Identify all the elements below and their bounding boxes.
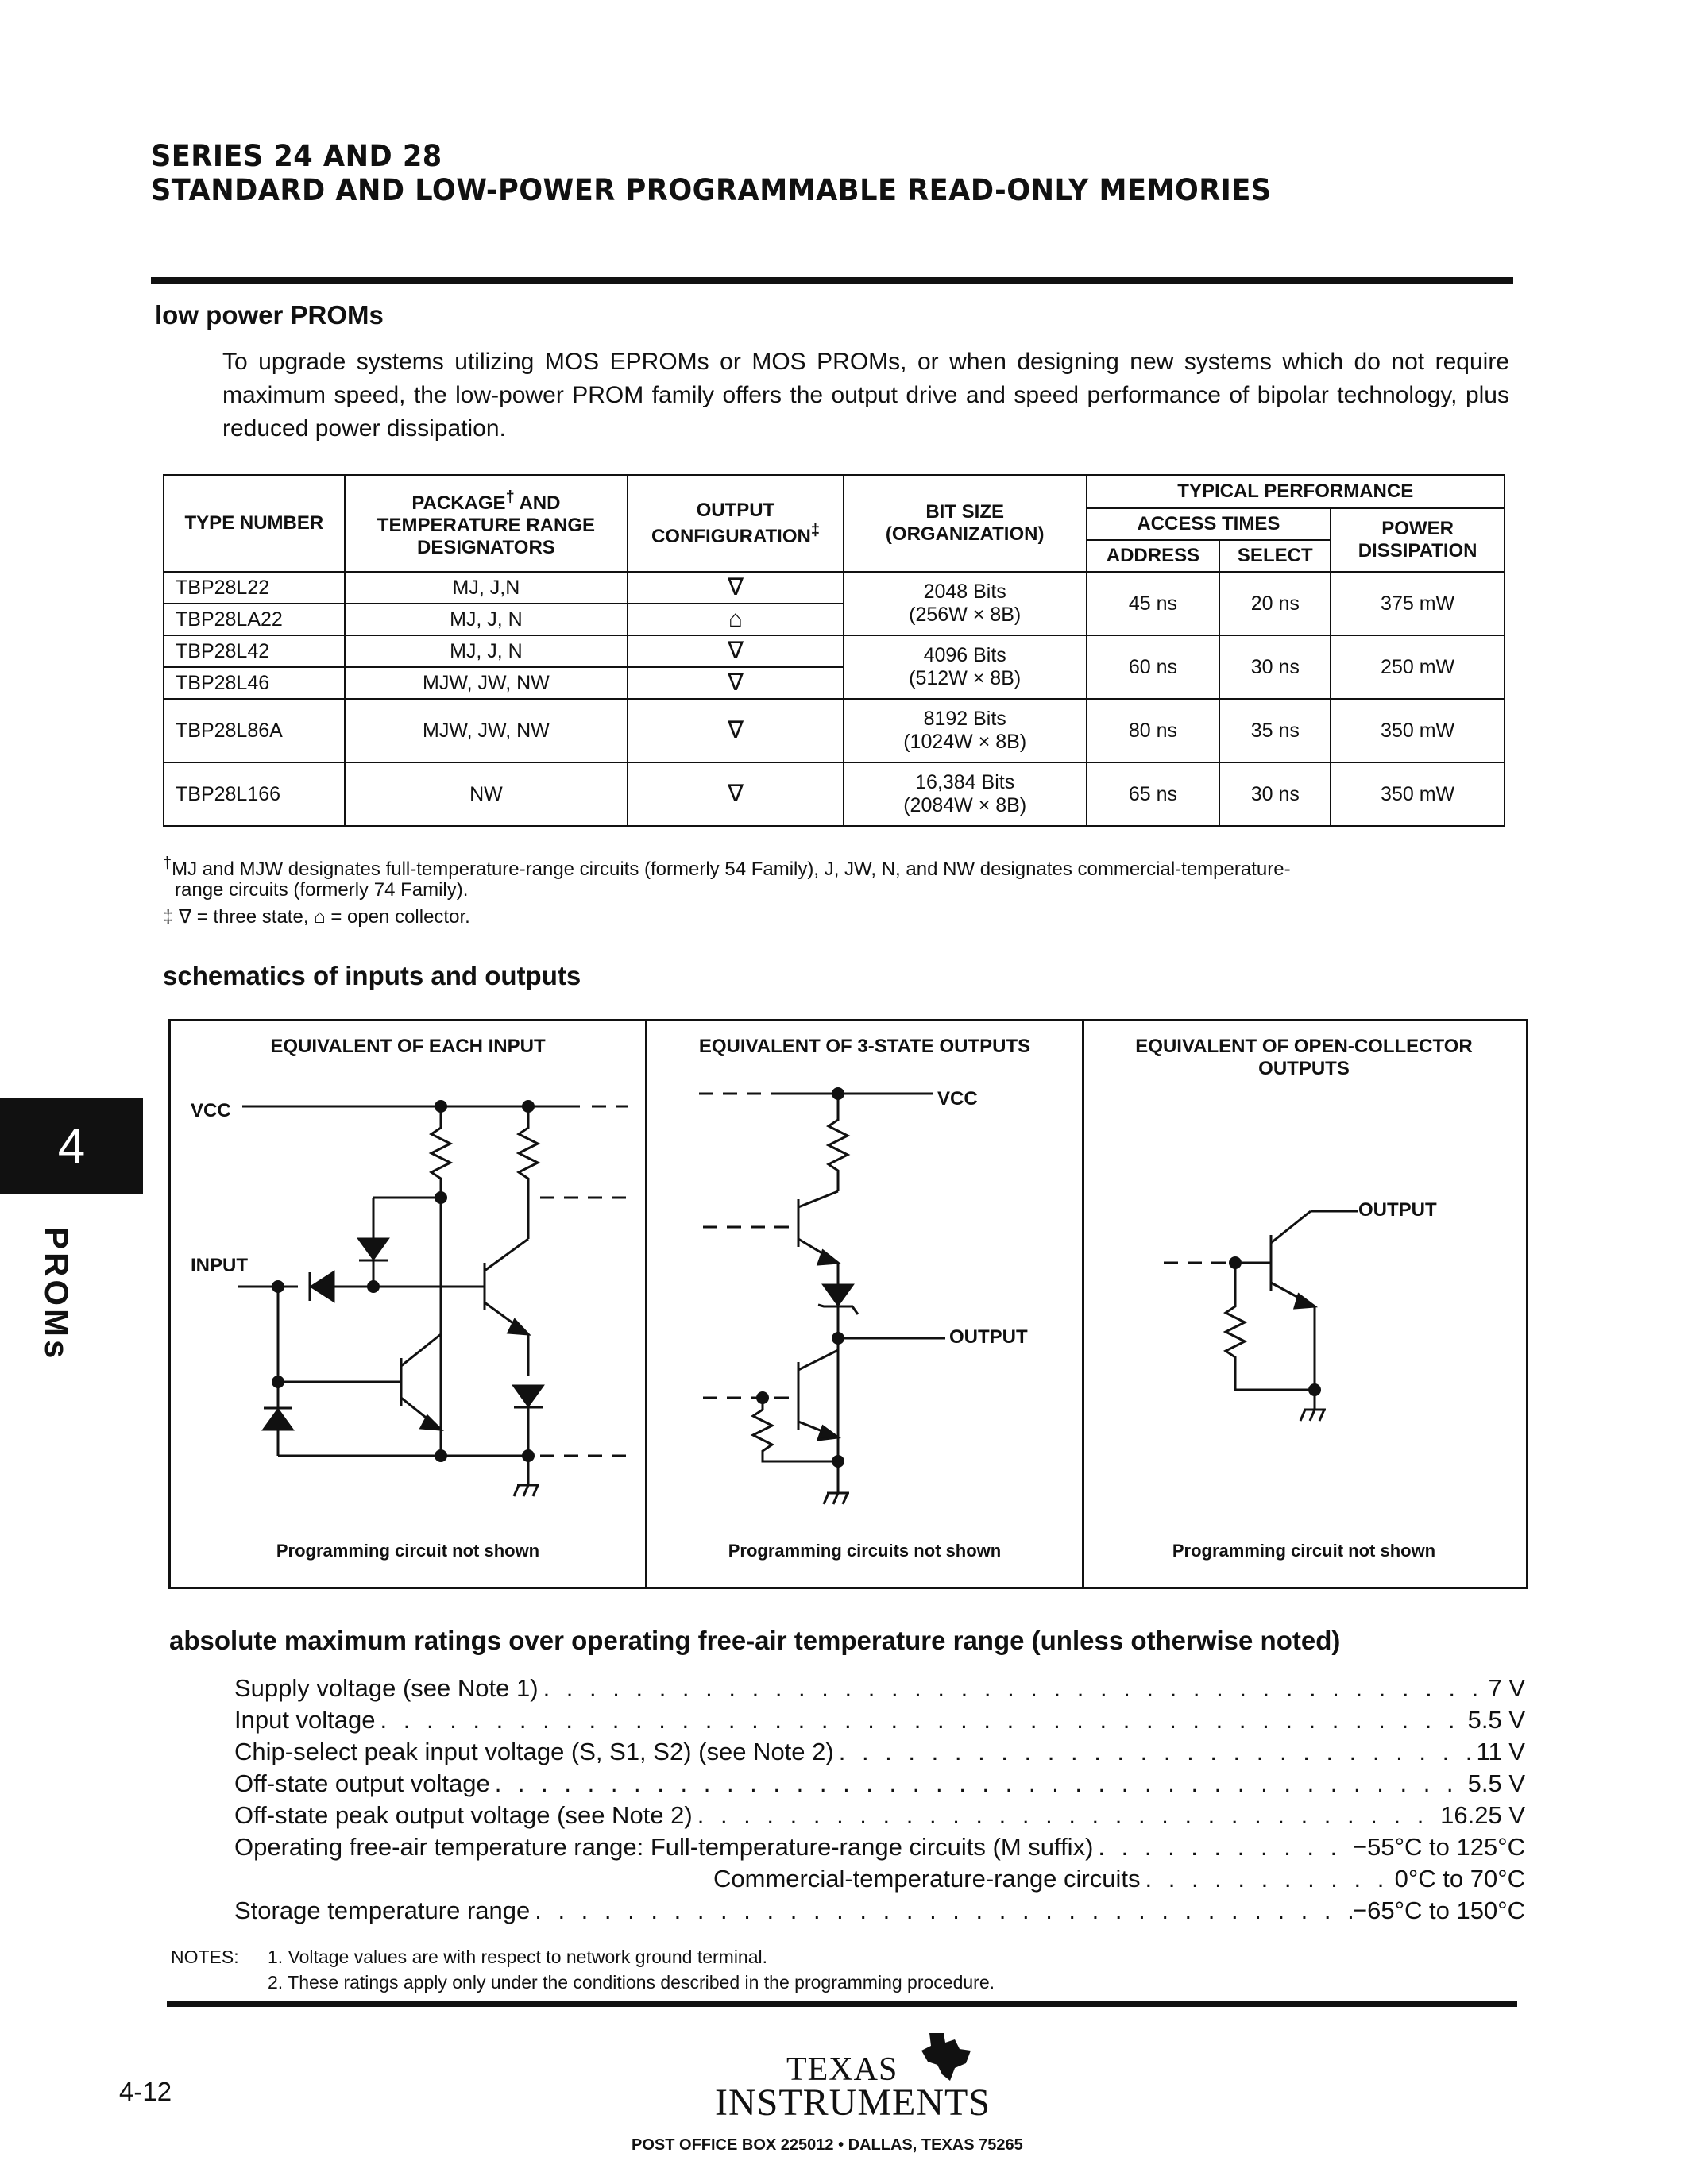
footnote-dagger: †MJ and MJW designates full-temperature-range circuits (formerly 54 Family), J, JW, N, and NW designates commercial-temperature- <box>163 855 1291 880</box>
ratings-title: absolute maximum ratings over operating free-air temperature range (unless otherwise noted) <box>169 1626 1341 1655</box>
oc-output-label: OUTPUT <box>1358 1199 1437 1221</box>
th-typical-performance: TYPICAL PERFORMANCE <box>1087 475 1505 508</box>
footnote-ddagger: ‡ ∇ = three state, ⌂ = open collector. <box>163 906 470 928</box>
th-output-config: OUTPUT CONFIGURATION‡ <box>628 475 844 572</box>
th-address: ADDRESS <box>1087 540 1220 572</box>
table-row: TBP28L46 MJW, JW, NW ∇ <box>164 667 1505 699</box>
th-power: POWER DISSIPATION <box>1331 508 1505 572</box>
th-type-number: TYPE NUMBER <box>164 475 345 572</box>
ti-logo-icon <box>914 2027 977 2086</box>
schematics-title: schematics of inputs and outputs <box>163 961 581 990</box>
table-row: TBP28L166 NW ∇ 16,384 Bits (2084W × 8B) 65 ns 30 ns 350 mW <box>164 762 1505 826</box>
notes-label: NOTES: <box>171 1947 239 1967</box>
ti-logo-text-1: TEXAS <box>786 2051 898 2088</box>
three-state-symbol: ∇ <box>628 635 844 667</box>
document-title: STANDARD AND LOW-POWER PROGRAMMABLE READ-ONLY MEMORIES <box>151 173 1272 207</box>
section-tab: 4 <box>0 1098 143 1194</box>
page-number: 4-12 <box>119 2077 172 2106</box>
panel-input-title: EQUIVALENT OF EACH INPUT <box>270 1036 546 1057</box>
3state-output-label: OUTPUT <box>949 1326 1028 1348</box>
panel-oc-caption: Programming circuit not shown <box>1172 1541 1436 1561</box>
rating-row: Supply voltage (see Note 1) . . . 7 V <box>234 1674 1525 1706</box>
open-collector-symbol: ⌂ <box>628 604 844 635</box>
three-state-symbol: ∇ <box>628 667 844 699</box>
table-row: TBP28LA22 MJ, J, N ⌂ <box>164 604 1505 635</box>
3state-vcc-label: VCC <box>937 1088 978 1109</box>
rating-row: Operating free-air temperature range: Full-temperature-range circuits (M suffix) . . . −55°C to 125°C <box>234 1833 1525 1865</box>
input-schematic <box>238 1100 628 1496</box>
footnote-dagger-cont: range circuits (formerly 74 Family). <box>175 879 469 901</box>
panel-3state-title: EQUIVALENT OF 3-STATE OUTPUTS <box>698 1036 1031 1057</box>
footer-rule <box>167 2001 1517 2007</box>
input-vcc-label: VCC <box>191 1100 231 1121</box>
note-1: 1. Voltage values are with respect to network ground terminal. <box>268 1947 768 1967</box>
three-state-symbol: ∇ <box>628 762 844 826</box>
rating-row: Off-state output voltage . . . 5.5 V <box>234 1769 1525 1801</box>
th-select: SELECT <box>1219 540 1331 572</box>
footer-address: POST OFFICE BOX 225012 • DALLAS, TEXAS 75265 <box>632 2136 1023 2154</box>
rating-row: Input voltage . . . 5.5 V <box>234 1706 1525 1738</box>
ti-logo-text-2: INSTRUMENTS <box>715 2082 991 2124</box>
panel-input-caption: Programming circuit not shown <box>276 1541 540 1561</box>
panel-3state-caption: Programming circuits not shown <box>728 1541 1002 1561</box>
three-state-symbol: ∇ <box>628 572 844 604</box>
rating-row: Chip-select peak input voltage (S, S1, S2) (see Note 2) . . . 11 V <box>234 1738 1525 1769</box>
panel-oc-title: EQUIVALENT OF OPEN-COLLECTOR OUTPUTS <box>1135 1036 1473 1079</box>
rating-row: Commercial-temperature-range circuits . . . 0°C to 70°C <box>713 1865 1525 1897</box>
rating-row: Storage temperature range . . . −65°C to 150°C <box>234 1897 1525 1928</box>
th-bit-size: BIT SIZE (ORGANIZATION) <box>844 475 1087 572</box>
rating-row: Off-state peak output voltage (see Note 2) . . . 16.25 V <box>234 1801 1525 1833</box>
series-heading: SERIES 24 AND 28 <box>151 139 442 173</box>
low-power-paragraph: To upgrade systems utilizing MOS EPROMs or MOS PROMs, or when designing new systems which do not require maximum speed, the low-power PROM family offers the output drive and speed performance of bipolar technology, plus reduced power dissipation. <box>222 349 1509 442</box>
oc-schematic <box>1164 1211 1358 1421</box>
three-state-symbol: ∇ <box>628 699 844 762</box>
th-access-times: ACCESS TIMES <box>1087 508 1331 540</box>
th-package: PACKAGE† AND TEMPERATURE RANGE DESIGNATORS <box>345 475 628 572</box>
table-row: TBP28L86A MJW, JW, NW ∇ 8192 Bits (1024W × 8B) 80 ns 35 ns 350 mW <box>164 699 1505 762</box>
note-2: 2. These ratings apply only under the conditions described in the programming procedure. <box>268 1972 995 1993</box>
input-label: INPUT <box>191 1255 248 1276</box>
table-row: TBP28L22 MJ, J,N ∇ 2048 Bits (256W × 8B) 45 ns 20 ns 375 mW <box>164 572 1505 604</box>
low-power-title: low power PROMs <box>155 300 384 330</box>
section-tab-label: PROMs <box>38 1227 75 1362</box>
table-row: TBP28L42 MJ, J, N ∇ 4096 Bits (512W × 8B) 60 ns 30 ns 250 mW <box>164 635 1505 667</box>
3state-schematic <box>699 1087 945 1504</box>
